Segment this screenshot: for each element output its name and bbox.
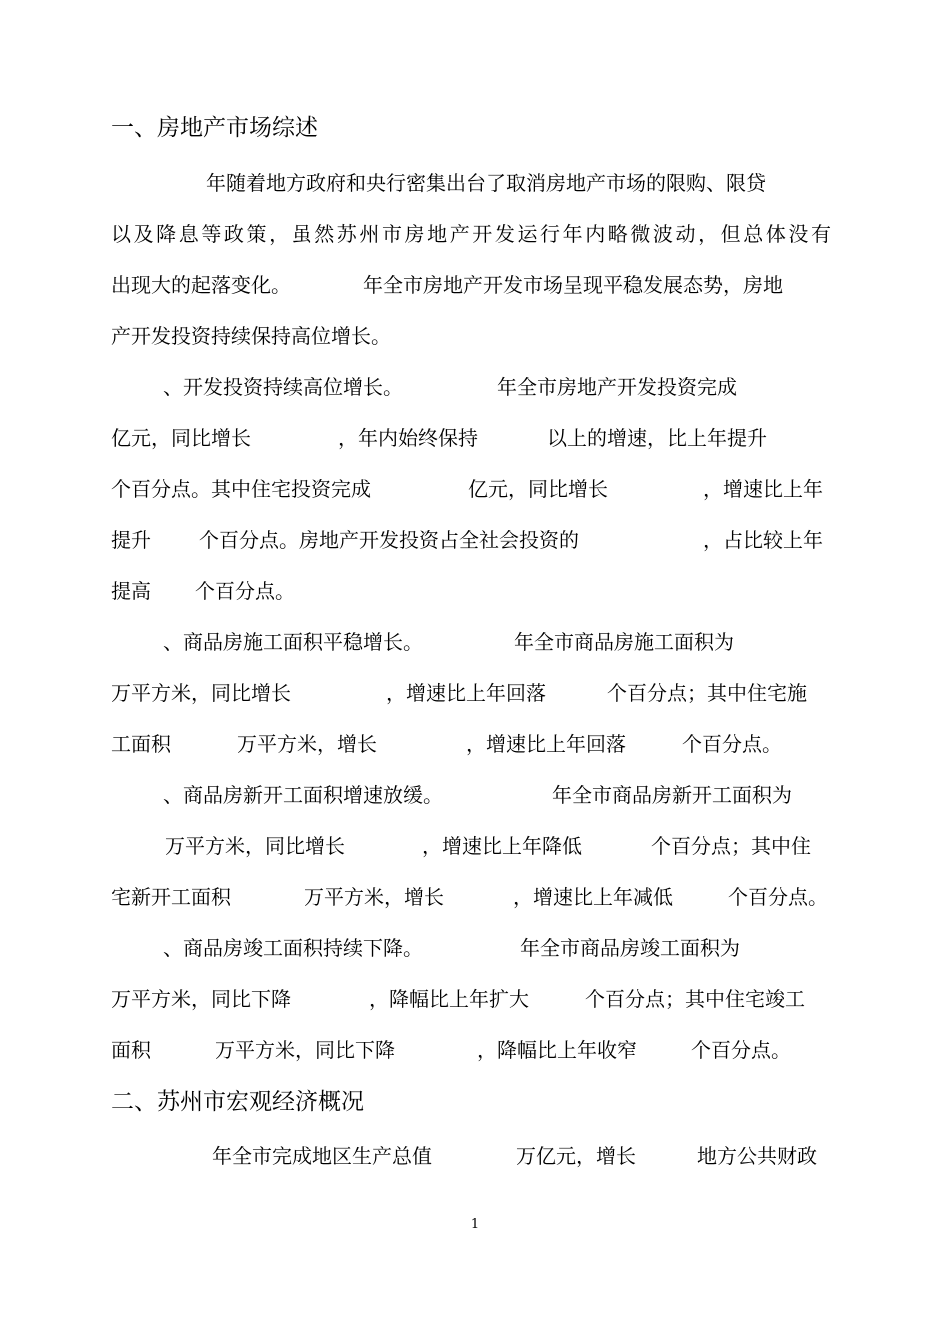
text-segment: 宅新开工面积 <box>111 885 231 909</box>
text-segment: 个百分点。房地产开发投资占全社会投资的 <box>199 528 579 552</box>
text-segment: ，增速比上年减低 <box>513 885 673 909</box>
text-segment: 万平方米，同比下降 <box>215 1038 395 1062</box>
section-heading-real-estate-overview: 一、房地产市场综述 <box>111 115 318 141</box>
text-segment: 万平方米，同比增长 <box>111 681 291 705</box>
text-segment: ，年内始终保持 <box>338 426 478 450</box>
text-segment: 个百分点。 <box>691 1038 791 1062</box>
page-number: 1 <box>470 1217 480 1232</box>
text-segment: 个百分点。其中住宅投资完成 <box>111 477 371 501</box>
text-segment: 亿元，同比增长 <box>468 477 608 501</box>
text-segment: 出现大的起落变化。 <box>111 273 291 297</box>
text-segment: 年全市商品房竣工面积为 <box>520 936 740 960</box>
text-segment: 个百分点。 <box>195 579 295 603</box>
text-segment: 亿元，同比增长 <box>111 426 251 450</box>
text-segment: 万平方米，增长 <box>237 732 377 756</box>
text-segment: ，降幅比上年扩大 <box>369 987 529 1011</box>
list-item-title: 、开发投资持续高位增长。 <box>163 375 403 399</box>
paragraph-line: 年随着地方政府和央行密集出台了取消房地产市场的限购、限贷 <box>206 171 766 195</box>
text-segment: ，增速比上年 <box>703 477 823 501</box>
section-heading-macro-economy: 二、苏州市宏观经济概况 <box>111 1089 364 1115</box>
text-segment: ，增速比上年降低 <box>422 834 582 858</box>
list-item-title: 、商品房施工面积平稳增长。 <box>163 630 423 654</box>
paragraph-line: 产开发投资持续保持高位增长。 <box>111 324 391 348</box>
text-segment: 年全市商品房新开工面积为 <box>552 783 792 807</box>
list-item-title: 、商品房新开工面积增速放缓。 <box>163 783 443 807</box>
text-segment: 工面积 <box>111 732 171 756</box>
text-segment: 万平方米，同比增长 <box>165 834 345 858</box>
text-segment: 年全市房地产开发市场呈现平稳发展态势，房地 <box>363 273 783 297</box>
text-segment: 万亿元，增长 <box>516 1144 636 1168</box>
text-segment: 年全市完成地区生产总值 <box>212 1144 432 1168</box>
text-segment: ，占比较上年 <box>703 528 823 552</box>
text-segment: 地方公共财政 <box>697 1144 817 1168</box>
list-item-title: 、商品房竣工面积持续下降。 <box>163 936 423 960</box>
text-segment: 个百分点。 <box>728 885 828 909</box>
text-segment: 年全市商品房施工面积为 <box>514 630 734 654</box>
paragraph-line <box>111 272 831 298</box>
text-segment: ，降幅比上年收窄 <box>477 1038 637 1062</box>
text-segment: 以上的增速，比上年提升 <box>547 426 767 450</box>
text-segment: 年全市房地产开发投资完成 <box>497 375 737 399</box>
text-segment: 万平方米，增长 <box>304 885 444 909</box>
text-segment: 个百分点；其中住宅施 <box>607 681 807 705</box>
text-segment: 个百分点；其中住宅竣工 <box>585 987 805 1011</box>
text-segment: 个百分点。 <box>682 732 782 756</box>
text-segment: 提高 <box>111 579 151 603</box>
text-segment: 万平方米，同比下降 <box>111 987 291 1011</box>
paragraph-line: 以及降息等政策，虽然苏州市房地产开发运行年内略微波动，但总体没有 <box>111 222 831 246</box>
text-segment: 提升 <box>111 528 151 552</box>
text-segment: 个百分点；其中住 <box>651 834 811 858</box>
text-segment: 面积 <box>111 1038 151 1062</box>
text-segment: ，增速比上年回落 <box>466 732 626 756</box>
text-segment: ，增速比上年回落 <box>386 681 546 705</box>
